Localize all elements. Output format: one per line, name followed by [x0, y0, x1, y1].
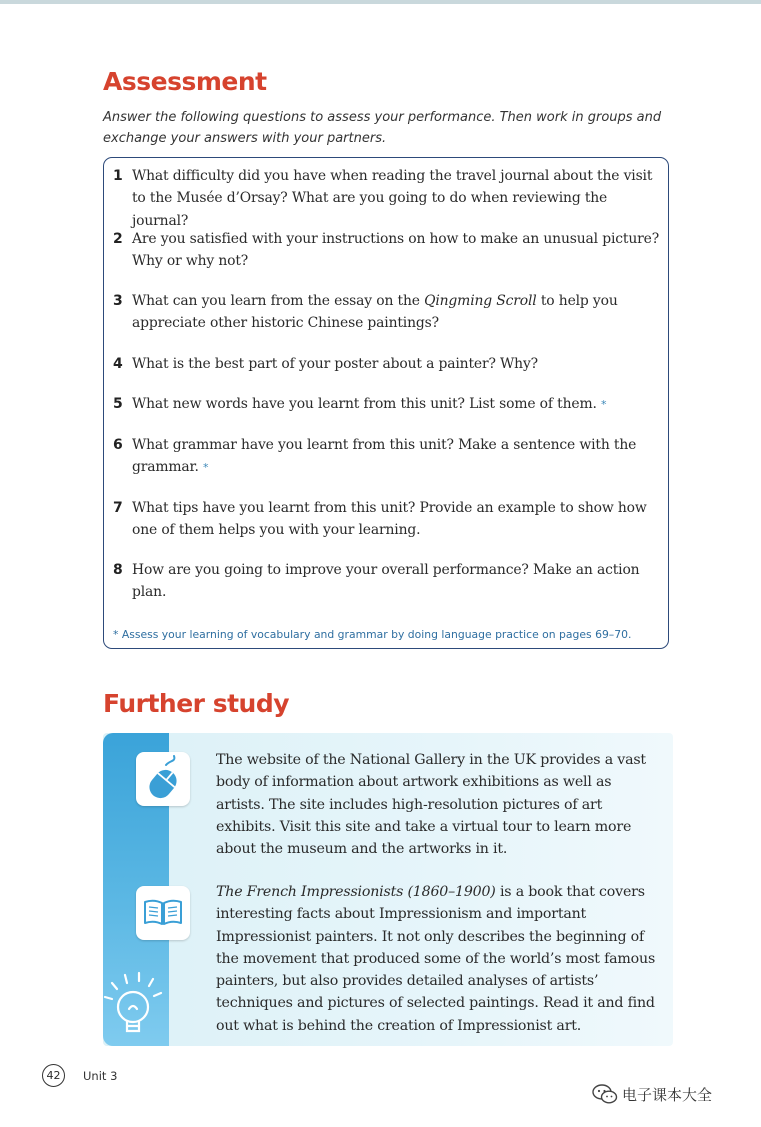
- watermark: [592, 1081, 742, 1109]
- asterisk-mark: *: [203, 461, 209, 475]
- question-number: 8: [113, 562, 123, 578]
- unit-label: Unit 3: [83, 1069, 118, 1083]
- assessment-questions-box: [103, 157, 669, 649]
- question-text-part: What new words have you learnt from this unit? List some of them.: [132, 396, 597, 412]
- question-number: 4: [113, 356, 123, 372]
- question-text: What is the best part of your poster about a painter? Why?: [132, 356, 538, 372]
- question-text: What tips have you learnt from this unit? Provide an example to show how one of them helps you with your learning.: [132, 500, 647, 539]
- page-number: 42: [42, 1064, 65, 1087]
- book-title: The French Impressionists (1860–1900): [216, 884, 496, 900]
- assessment-intro: Answer the following questions to assess your performance. Then work in groups and exchange your answers with your partners.: [103, 110, 662, 146]
- mouse-icon: [136, 752, 190, 806]
- question-text: [132, 434, 666, 480]
- watermark-text: 电子课本大全: [622, 1086, 713, 1104]
- question-text: What difficulty did you have when reading the travel journal about the visit to the Musée d’Orsay? What are you going to do when reviewing the journal?: [132, 168, 653, 229]
- question-number: 5: [113, 396, 123, 412]
- national-gallery-paragraph: The website of the National Gallery in the UK provides a vast body of information about artwork exhibitions as well as artists. The site includes high-resolution pictures of art exhibits. Visit this site and take a virtual tour to learn more about the museum and the artworks in it.: [216, 752, 646, 858]
- further-study-title: Further study: [103, 689, 290, 718]
- question-text-part: What can you learn from the essay on the: [132, 293, 425, 309]
- question-text: How are you going to improve your overall performance? Make an action plan.: [132, 562, 640, 601]
- further-study-panel: [103, 733, 673, 1046]
- question-text: [132, 393, 666, 416]
- impressionists-book-paragraph: [216, 881, 656, 1037]
- asterisk-mark: *: [601, 398, 607, 411]
- question-number: 6: [113, 437, 123, 453]
- book-description: is a book that covers interesting facts about Impressionism and important Impressionist painters. It not only describes the beginning of the movement that produced some of the world’s most famous painters, but also provides detailed analyses of artists’ techniques and pictures of selected paintings. Read it and find out what is behind the creation of Impressionist art.: [216, 884, 656, 1034]
- assessment-footnote: * Assess your learning of vocabulary and grammar by doing language practice on pages 69–70.: [113, 628, 632, 641]
- top-border: [0, 0, 761, 4]
- question-text-part: What grammar have you learnt from this unit? Make a sentence with the grammar.: [132, 437, 637, 476]
- lightbulb-icon: [103, 969, 169, 1046]
- assessment-title: Assessment: [103, 67, 267, 96]
- question-text: Are you satisfied with your instructions on how to make an unusual picture? Why or why not?: [132, 231, 659, 270]
- wechat-icon: [592, 1083, 618, 1105]
- question-number: 2: [113, 231, 123, 247]
- question-number: 3: [113, 293, 123, 309]
- book-icon: [136, 886, 190, 940]
- scroll-title: Qingming Scroll: [424, 293, 537, 309]
- question-number: 1: [113, 168, 123, 184]
- question-text: [132, 290, 666, 335]
- question-number: 7: [113, 500, 123, 516]
- question-text-part: to help you appreciate other historic Chinese paintings?: [132, 293, 618, 332]
